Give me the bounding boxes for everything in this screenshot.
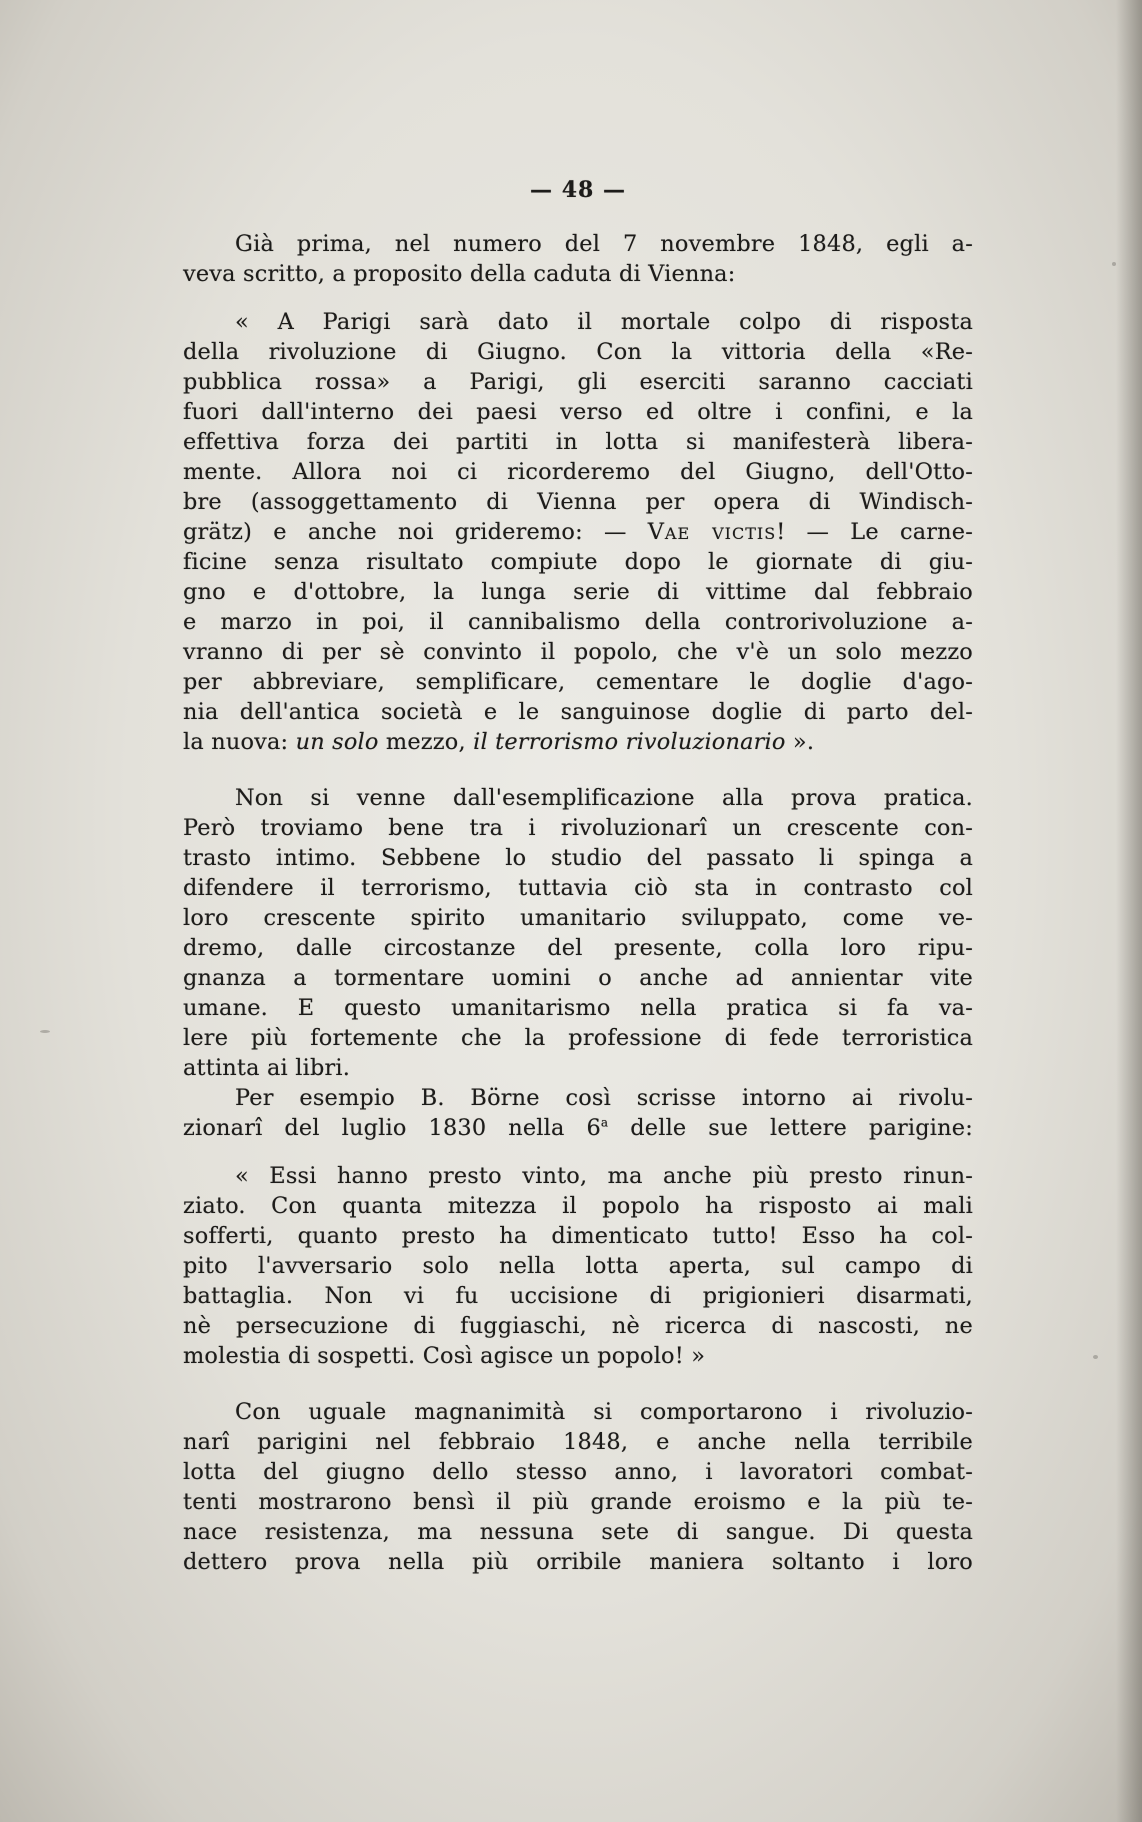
text-line: ziato. Con quanta mitezza il popolo ha risposto ai mali (183, 1193, 973, 1219)
text-line: bre (assoggettamento di Vienna per opera di Windisch- (183, 489, 973, 515)
text-line-mixed (183, 517, 973, 547)
text-line: « A Parigi sarà dato il mortale colpo di risposta (235, 309, 973, 335)
ordinal-suffix: a (600, 1115, 609, 1130)
paragraph-3 (183, 783, 973, 1083)
text-line: pubblica rossa» a Parigi, gli eserciti saranno cacciati (183, 369, 973, 395)
text-line-mixed (183, 727, 973, 757)
paragraph-5-quote (183, 1161, 973, 1371)
italic-span: un solo (295, 729, 379, 755)
text-line: della rivoluzione di Giugno. Con la vittoria della «Re- (183, 339, 973, 365)
text-line: veva scritto, a proposito della caduta di Vienna: (183, 261, 736, 287)
smallcaps-span: Vae victis (647, 519, 777, 545)
text-span: mezzo, (378, 729, 474, 755)
text-line: nace resistenza, ma nessuna sete di sangue. Di questa (183, 1519, 973, 1545)
page-text (183, 175, 973, 1577)
text-line-mixed (183, 1113, 973, 1143)
text-line: umane. E questo umanitarismo nella pratica si fa va- (183, 995, 973, 1021)
text-line: gnanza a tormentare uomini o anche ad annientar vite (183, 965, 973, 991)
text-line: narî parigini nel febbraio 1848, e anche nella terribile (183, 1429, 973, 1455)
ink-spot (1093, 1355, 1098, 1359)
text-line: sofferti, quanto presto ha dimenticato tutto! Esso ha col- (183, 1223, 973, 1249)
text-line: battaglia. Non vi fu uccisione di prigionieri disarmati, (183, 1283, 973, 1309)
text-line: tenti mostrarono bensì il più grande eroismo e la più te- (183, 1489, 973, 1515)
text-line: nè persecuzione di fuggiaschi, nè ricerca di nascosti, ne (183, 1313, 973, 1339)
text-line: lere più fortemente che la professione di fede terroristica (183, 1025, 973, 1051)
text-line: Con uguale magnanimità si comportarono i rivoluzio- (235, 1399, 973, 1425)
text-line: dremo, dalle circostanze del presente, colla loro ripu- (183, 935, 973, 961)
page-edge-shadow (1116, 0, 1142, 1822)
text-line: difendere il terrorismo, tuttavia ciò sta in contrasto col (183, 875, 973, 901)
text-line: e marzo in poi, il cannibalismo della controrivoluzione a- (183, 609, 973, 635)
text-line: Però troviamo bene tra i rivoluzionarî un crescente con- (183, 815, 973, 841)
text-line: Per esempio B. Börne così scrisse intorno ai rivolu- (235, 1085, 973, 1111)
text-span: zionarî del luglio 1830 nella 6 (183, 1115, 601, 1141)
text-span: la nuova: (183, 729, 296, 755)
text-line: vranno di per sè convinto il popolo, che v'è un solo mezzo (183, 639, 973, 665)
paragraph-1 (183, 229, 973, 289)
text-span: delle sue lettere parigine: (630, 1115, 973, 1141)
text-line: loro crescente spirito umanitario sviluppato, come ve- (183, 905, 973, 931)
text-line: Già prima, nel numero del 7 novembre 1848, egli a- (235, 231, 973, 257)
text-line: trasto intimo. Sebbene lo studio del passato li spinga a (183, 845, 973, 871)
text-line: Non si venne dall'esemplificazione alla prova pratica. (235, 785, 973, 811)
text-line: fuori dall'interno dei paesi verso ed oltre i confini, e la (183, 399, 973, 425)
text-line: lotta del giugno dello stesso anno, i lavoratori combat- (183, 1459, 973, 1485)
text-line: « Essi hanno presto vinto, ma anche più presto rinun- (235, 1163, 973, 1189)
text-span: grätz) e anche noi grideremo: — (183, 519, 648, 545)
ink-spot (1112, 262, 1116, 266)
ink-spot (40, 1030, 50, 1033)
paragraph-4 (183, 1083, 973, 1143)
text-line: gno e d'ottobre, la lunga serie di vittime dal febbraio (183, 579, 973, 605)
paragraph-6 (183, 1397, 973, 1577)
italic-span: il terrorismo rivoluzionario (473, 729, 786, 755)
text-line: dettero prova nella più orribile maniera soltanto i loro (183, 1549, 973, 1575)
text-span: ! — Le carne- (776, 519, 973, 545)
text-line: attinta ai libri. (183, 1055, 351, 1081)
text-line: ficine senza risultato compiute dopo le giornate di giu- (183, 549, 973, 575)
text-line: nia dell'antica società e le sanguinose doglie di parto del- (183, 699, 973, 725)
paragraph-2-quote (183, 307, 973, 757)
text-line: mente. Allora noi ci ricorderemo del Giugno, dell'Otto- (183, 459, 973, 485)
text-line: molestia di sospetti. Così agisce un popolo! » (183, 1343, 706, 1369)
page-number: — 48 — (530, 177, 626, 203)
text-line: effettiva forza dei partiti in lotta si manifesterà libera- (183, 429, 973, 455)
text-line: pito l'avversario solo nella lotta aperta, sul campo di (183, 1253, 973, 1279)
text-line: per abbreviare, semplificare, cementare le doglie d'ago- (183, 669, 973, 695)
text-span: ». (785, 729, 815, 755)
